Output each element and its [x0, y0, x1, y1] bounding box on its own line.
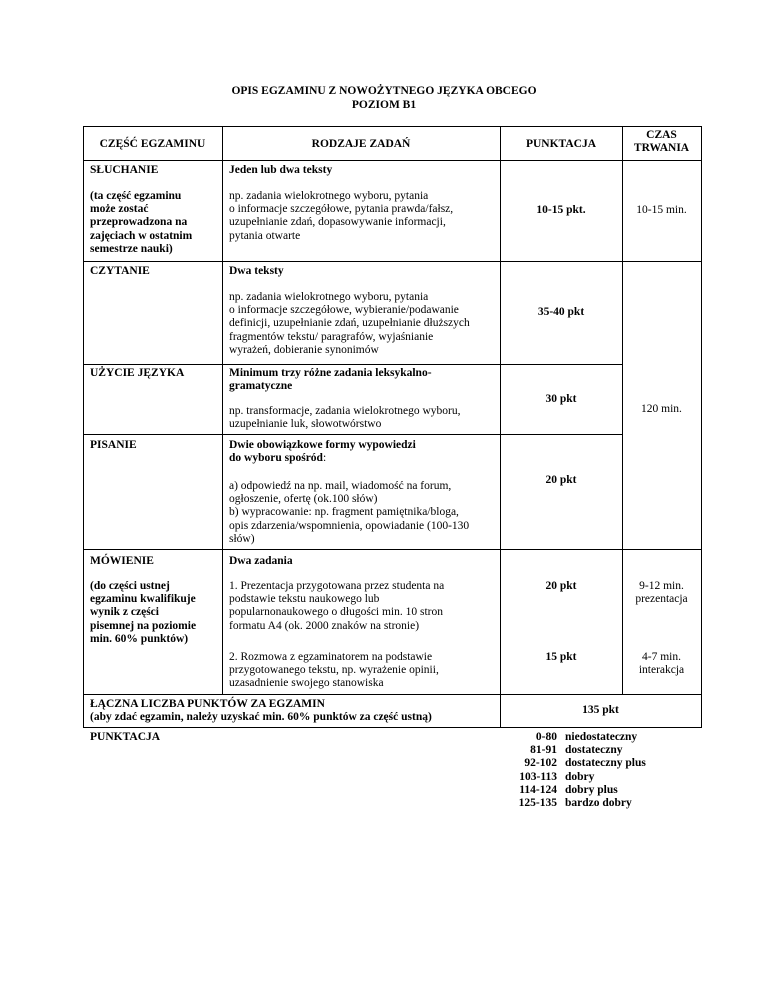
shared-time: 120 min.	[641, 403, 682, 415]
speaking-task2-time: 4-7 min. interakcja	[638, 651, 685, 677]
table-rule	[83, 364, 623, 365]
speaking-task1-points: 20 pkt	[545, 580, 577, 592]
table-rule	[83, 126, 84, 727]
document-title: OPIS EGZAMINU Z NOWOŻYTNEGO JĘZYKA OBCEGO	[231, 85, 537, 97]
table-rule	[83, 434, 623, 435]
writing-name: PISANIE	[90, 439, 137, 451]
listening-time: 10-15 min.	[636, 204, 687, 216]
table-rule	[83, 261, 702, 262]
table-rule	[83, 549, 702, 550]
reading-points: 35-40 pkt	[537, 306, 585, 318]
writing-heading-colon: :	[322, 452, 327, 465]
writing-desc: a) odpowiedź na np. mail, wiadomość na forum, ogłoszenie, ofertę (ok.100 słów) b) wypracowanie: np. fragment pamiętnika/bloga, opis zdarzenia/wspomnienia, opowiadanie (100-130 słów)	[229, 480, 470, 545]
writing-heading-line1: Dwie obowiązkowe formy wypowiedzi	[229, 439, 416, 451]
header-points: PUNKTACJA	[525, 138, 597, 150]
reading-heading: Dwa teksty	[229, 265, 284, 277]
table-rule	[83, 160, 702, 161]
reading-name: CZYTANIE	[90, 265, 150, 277]
speaking-task1: 1. Prezentacja przygotowana przez studenta na podstawie tekstu naukowego lub popularnonaukowego o długości min. 10 stron formatu A4 (ok. 2000 znaków na stronie)	[229, 580, 445, 632]
listening-name: SŁUCHANIE	[90, 164, 159, 176]
speaking-task2: 2. Rozmowa z egzaminatorem na podstawie przygotowanego tekstu, np. wyrażenie opinii, uzasadnienie swojego stanowiska	[229, 651, 439, 690]
document-subtitle: POZIOM B1	[351, 99, 417, 111]
speaking-task1-time: 9-12 min. prezentacja	[635, 580, 688, 606]
listening-points: 10-15 pkt.	[536, 204, 586, 216]
table-rule	[83, 126, 702, 127]
writing-points: 20 pkt	[545, 474, 577, 486]
table-rule	[83, 727, 702, 728]
reading-desc: np. zadania wielokrotnego wyboru, pytania o informacje szczegółowe, wybieranie/podawanie definicji, uzupełnianie zdań, uzupełnianie dłuższych fragmentów tekstu/ paragrafów, wyjaśnianie wyrażeń, dobieranie synonimów	[229, 291, 470, 356]
total-label: ŁĄCZNA LICZBA PUNKTÓW ZA EGZAMIN	[90, 698, 325, 710]
language-use-desc: np. transformacje, zadania wielokrotnego wyboru, uzupełnianie luk, słowotwórstwo	[229, 405, 461, 431]
table-rule	[83, 694, 702, 695]
grading-ranges: 0-80 81-91 92-102 103-113 114-124 125-135	[518, 731, 557, 810]
header-time: CZAS TRWANIA	[633, 129, 690, 155]
listening-desc: np. zadania wielokrotnego wyboru, pytania o informacje szczegółowe, pytania prawda/fałsz, uzupełnianie zdań, dopasowywanie informacji, pytania otwarte	[229, 190, 454, 242]
writing-heading-line2: do wyboru spośród	[229, 452, 323, 465]
header-tasks: RODZAJE ZADAŃ	[311, 138, 411, 150]
language-use-name: UŻYCIE JĘZYKA	[90, 367, 185, 379]
grading-grades: niedostateczny dostateczny dostateczny plus dobry dobry plus bardzo dobry	[565, 731, 646, 810]
total-value: 135 pkt	[582, 704, 619, 716]
speaking-heading: Dwa zadania	[229, 555, 293, 567]
table-rule	[222, 126, 223, 694]
listening-note: (ta część egzaminu może zostać przeprowadzona na zajęciach w ostatnim semestrze nauki)	[90, 190, 193, 255]
language-use-points: 30 pkt	[545, 393, 577, 405]
language-use-heading: Minimum trzy różne zadania leksykalno- gramatyczne	[229, 367, 432, 393]
speaking-task2-points: 15 pkt	[545, 651, 577, 663]
listening-heading: Jeden lub dwa teksty	[229, 164, 333, 176]
table-rule	[701, 126, 702, 727]
speaking-note: (do części ustnej egzaminu kwalifikuje wynik z części pisemnej na poziomie min. 60% punktów)	[90, 580, 197, 645]
speaking-name: MÓWIENIE	[90, 555, 154, 567]
grading-label: PUNKTACJA	[90, 731, 161, 743]
writing-heading	[229, 439, 499, 465]
total-note: (aby zdać egzamin, należy uzyskać min. 60% punktów za część ustną)	[90, 711, 432, 723]
header-part: CZĘŚĆ EGZAMINU	[99, 138, 206, 150]
